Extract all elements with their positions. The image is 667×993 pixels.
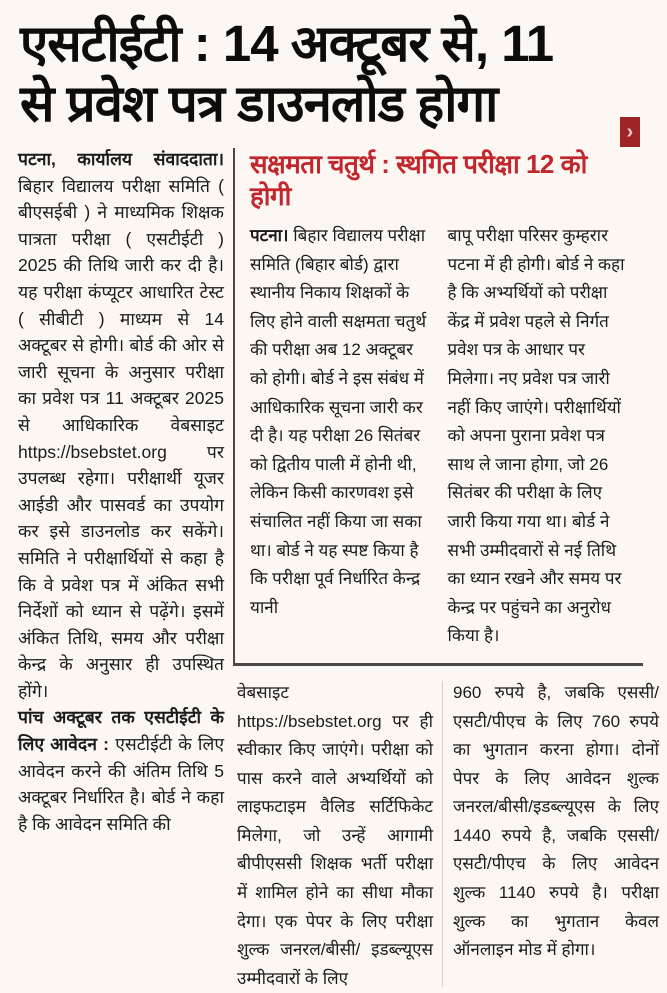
main-headline-line2: से प्रवेश पत्र डाउनलोड होगा [20,75,498,132]
main-headline [0,0,625,134]
sub-article-column-2 [448,222,632,651]
fees-text-2: 960 रुपये है, जबकि एससी/एसटी/पीएच के लिए 760 रुपये का भुगतान करना होगा। दोनों पेपर के लिए आवेदन शुल्क जनरल/बीसी/इडब्ल्यूएस के लिए 1440 रुपये है, जबकि एससी/एसटी/पीएच के लिए आवेदन शुल्क 1140 रुपये है। परीक्षा शुल्क का भुगतान केवल ऑनलाइन मोड में होगा। [453,682,659,960]
application-subhead: पांच अक्टूबर तक एसटीईटी के लिए आवेदन : [18,707,224,755]
sub-article-dateline: पटना। [250,226,289,245]
byline: पटना, कार्यालय संवाददाता। [18,149,224,169]
fees-text-1: वेबसाइट https://bsebstet.org पर ही स्वीकार किए जाएंगे। परीक्षा को पास करने वाले अभ्यर्थियों को लाइफटाइम वैलिड सर्टिफिकेट मिलेगा, जो उन्हें आगामी बीपीएससी शिक्षक भर्ती परीक्षा में शामिल होने का सीधा मौका देगा। एक पेपर के लिए परीक्षा शुल्क जनरल/बीसी/ इडब्ल्यूएस उम्मीदवारों के लिए [237,682,433,988]
sub-article-text-1: बिहार विद्यालय परीक्षा समिति (बिहार बोर्ड) द्वारा स्थानीय निकाय शिक्षकों के लिए होने वाली सक्षमता चतुर्थ की परीक्षा अब 12 अक्टूबर को होगी। बोर्ड ने इस संबंध में आधिकारिक सूचना जारी कर दी है। यह परीक्षा 26 सितंबर को द्वितीय पाली में होनी थी, लेकिन किसी कारणवश इसे संचालित नहीं किया जा सका था। बोर्ड ने यह स्पष्ट किया है कि परीक्षा पूर्व निर्धारित केन्द्र यानी [250,226,427,617]
sub-article-box [233,148,643,666]
fees-column-2 [453,679,661,993]
article-body [0,146,667,993]
sub-article-column-1 [250,222,434,651]
sub-article-text-2: बापू परीक्षा परिसर कुम्हरार पटना में ही होगी। बोर्ड ने कहा है कि अभ्यर्थियों को परीक्षा केंद्र में प्रवेश पहले से निर्गत प्रवेश पत्र के आधार पर मिलेगा। नए प्रवेश पत्र जारी नहीं किए जाएंगे। परीक्षार्थियों को अपना पुराना प्रवेश पत्र साथ ले जाना होगा, जो 26 सितंबर की परीक्षा के लिए जारी किया गया था। बोर्ड ने सभी उम्मीदवारों से नई तिथि का ध्यान रखने और समय पर केन्द्र पर पहुंचने का अनुरोध किया है। [447,226,625,646]
sub-article-columns [250,222,631,651]
fees-section [233,666,667,993]
main-article-column [18,146,233,993]
next-arrow-button[interactable] [620,117,640,147]
main-article-text-2: एसटीईटी के लिए आवेदन करने की अंतिम तिथि 5 अक्टूबर निर्धारित है। बोर्ड ने कहा है कि आवेदन समिति की [18,734,224,834]
main-article-paragraph-1 [18,146,224,704]
right-section [233,146,667,993]
chevron-right-icon: › [626,121,634,143]
main-article-paragraph-2 [18,704,224,837]
column-divider [442,681,443,988]
main-headline-line1: एसटीईटी : 14 अक्टूबर से, 11 [20,15,554,72]
sub-article-headline: सक्षमता चतुर्थ : स्थगित परीक्षा 12 को होगी [250,149,587,211]
main-article-text-1: बिहार विद्यालय परीक्षा समिति ( बीएसईबी ) ने माध्यमिक शिक्षक पात्रता परीक्षा ( एसटीईटी ) 2025 की तिथि जारी कर दी है। यह परीक्षा कंप्यूटर आधारित टेस्ट ( सीबीटी ) माध्यम से 14 अक्टूबर से होगी। बोर्ड की ओर से जारी सूचना के अनुसार परीक्षा का प्रवेश पत्र 11 अक्टूबर 2025 से आधिकारिक वेबसाइट https://bsebstet.org पर उपलब्ध रहेगा। परीक्षार्थी यूजर आईडी और पासवर्ड का उपयोग कर इसे डाउनलोड कर सकेंगे। समिति ने परीक्षार्थियों से कहा है कि वे प्रवेश पत्र में अंकित सभी निर्देशों को ध्यान से पढ़ेंगे। इसमें अंकित तिथि, समय और परीक्षा केन्द्र के अनुसार ही उपस्थित होंगे। [18,175,224,701]
fees-column-1 [237,679,433,993]
